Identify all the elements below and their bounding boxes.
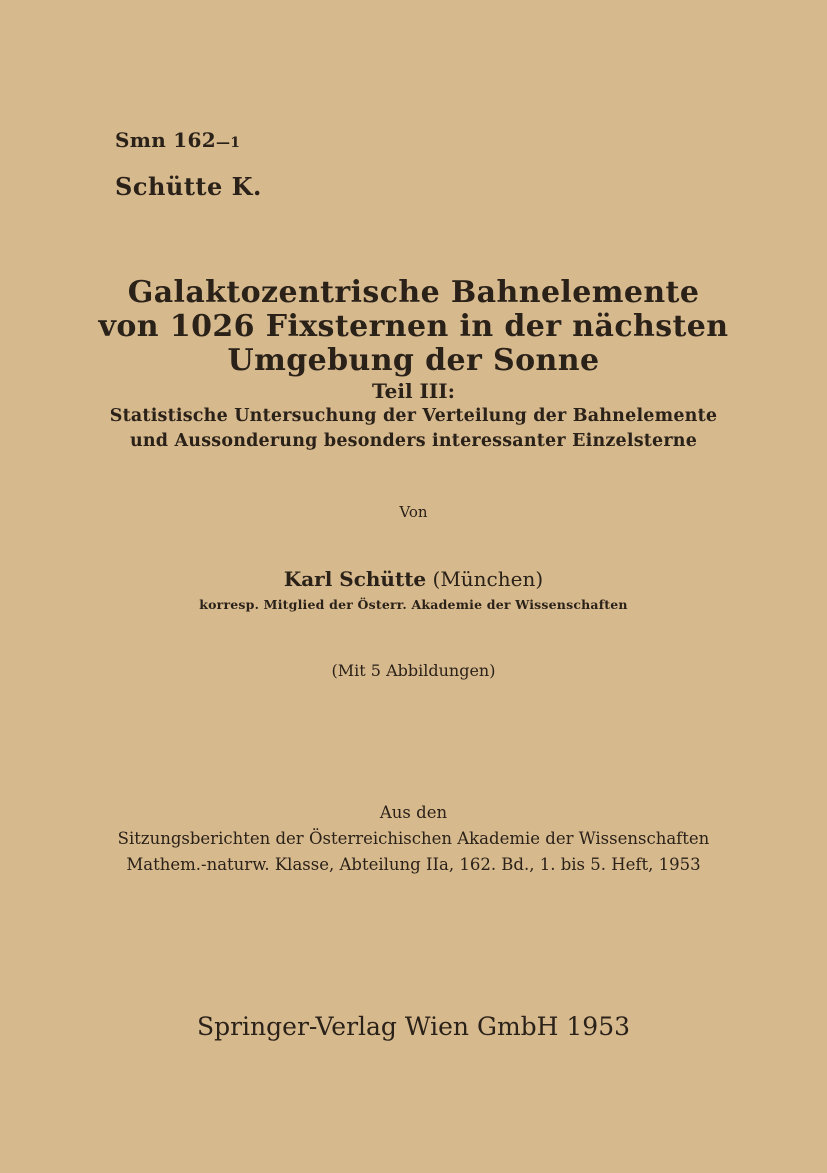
call-number-main: Smn 162 [115,128,216,152]
title-line-2: von 1026 Fixsternen in der nächsten [98,309,729,344]
author-name: Karl Schütte [283,567,427,591]
author-affiliation: korresp. Mitglied der Österr. Akademie der Wissenschaften [199,597,628,612]
author-city: (München) [432,567,544,591]
source-line-1: Aus den [379,803,448,822]
part-label: Teil III: [372,379,455,403]
author-full [0,567,827,591]
publisher-imprint: Springer-Verlag Wien GmbH 1953 [196,1012,631,1041]
author-short: Schütte K. [115,172,262,201]
subtitle-line-2: und Aussonderung besonders interessanter Einzelsterne [129,431,698,451]
call-number [115,128,240,152]
byline-von: Von [399,503,428,521]
title-line-1: Galaktozentrische Bahnelemente [127,275,700,310]
source-line-2: Sitzungsberichten der Österreichischen Akademie der Wissenschaften [117,829,710,848]
subtitle-line-1: Statistische Untersuchung der Verteilung der Bahnelemente [109,406,718,426]
source-line-3: Mathem.-naturw. Klasse, Abteilung IIa, 162. Bd., 1. bis 5. Heft, 1953 [126,855,701,874]
call-number-suffix: —1 [215,135,241,151]
title-line-3: Umgebung der Sonne [227,343,600,378]
figures-note: (Mit 5 Abbildungen) [331,661,496,680]
